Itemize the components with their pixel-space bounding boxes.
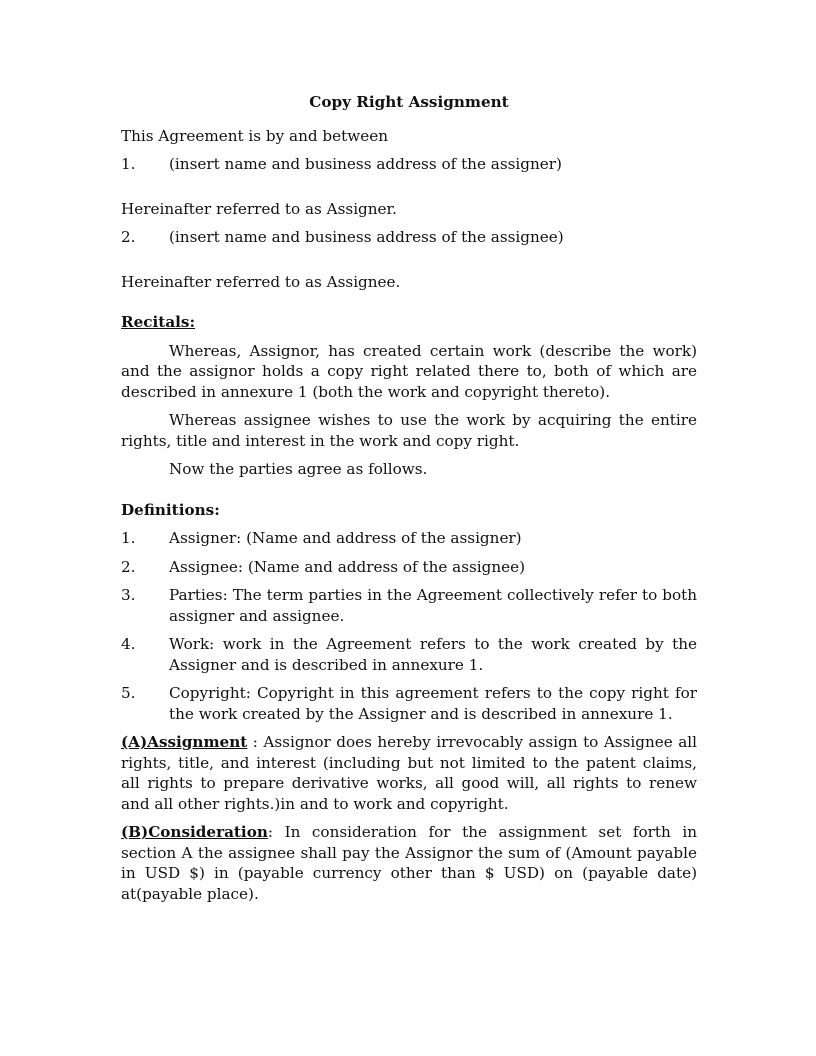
section-b-label: (B)Consideration — [121, 823, 268, 841]
party-2-text: (insert name and business address of the assignee) — [169, 228, 564, 246]
recitals-heading: Recitals: — [121, 313, 196, 331]
recital-paragraph: Now the parties agree as follows. — [169, 460, 428, 478]
party-2 — [121, 227, 697, 248]
section-a-label: (A)Assignment — [121, 733, 248, 751]
definition-item — [121, 683, 697, 724]
party-1-text: (insert name and business address of the assigner) — [169, 155, 562, 173]
definition-number: 4. — [121, 635, 136, 653]
recital-paragraph: Whereas, Assignor, has created certain work (describe the work) and the assignor holds a copy right related there to, both of which are described in annexure 1 (both the work and copyright thereto). — [121, 341, 697, 401]
definition-number: 1. — [121, 529, 136, 547]
section-b-text: : In consideration for the assignment set forth in section A the assignee shall pay the Assignor the sum of (Amount payable in USD $) in (payable currency other than $ USD) on (payable date) at(payable place). — [121, 823, 697, 903]
definition-text: Work: work in the Agreement refers to the work created by the Assigner and is described in annexure 1. — [169, 635, 697, 674]
definition-text: Copyright: Copyright in this agreement refers to the copy right for the work created by the Assigner and is described in annexure 1. — [169, 684, 697, 723]
definition-text: Parties: The term parties in the Agreement collectively refer to both assigner and assignee. — [169, 586, 697, 625]
definition-item — [121, 634, 697, 675]
document-title: Copy Right Assignment — [309, 93, 509, 111]
party-2-reference: Hereinafter referred to as Assignee. — [121, 272, 401, 291]
definitions-heading: Definitions: — [121, 500, 220, 519]
party-1 — [121, 154, 697, 175]
recital-paragraph: Whereas assignee wishes to use the work by acquiring the entire rights, title and interest in the work and copy right. — [121, 411, 697, 450]
definition-text: Assigner: (Name and address of the assigner) — [169, 529, 522, 547]
party-1-number: 1. — [121, 155, 136, 173]
party-2-number: 2. — [121, 228, 136, 246]
definition-item — [121, 585, 697, 626]
section-a-text: : Assignor does hereby irrevocably assign to Assignee all rights, title, and interest (including but not limited to the patent claims, all rights to prepare derivative works, all good will, all rights to renew and all other rights.)in and to work and copyright. — [121, 733, 697, 813]
section-a-assignment — [121, 732, 697, 814]
definition-number: 3. — [121, 586, 136, 604]
definition-item — [121, 528, 697, 549]
definition-number: 2. — [121, 557, 136, 576]
definition-number: 5. — [121, 684, 136, 702]
document-page — [121, 92, 697, 912]
definition-text: Assignee: (Name and address of the assignee) — [169, 557, 526, 576]
party-1-reference: Hereinafter referred to as Assigner. — [121, 199, 397, 218]
section-b-consideration — [121, 822, 697, 904]
intro-text: This Agreement is by and between — [121, 126, 388, 145]
definition-item — [121, 557, 697, 578]
